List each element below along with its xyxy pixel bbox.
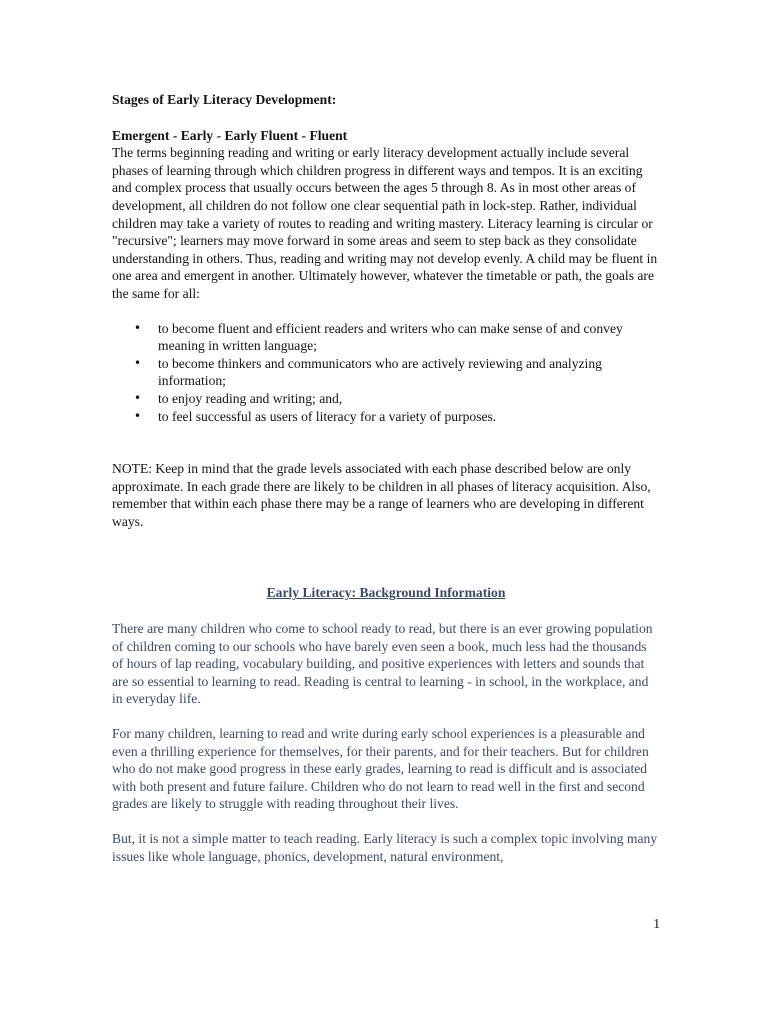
background-heading: Early Literacy: Background Information [266, 585, 506, 601]
note-paragraph: NOTE: Keep in mind that the grade levels associated with each phase described below are only approximate. In each grade there are likely to be children in all phases of literacy acquisition. Also, remember that within each phase there may be a range of learners who are developing in different ways. [112, 461, 651, 529]
background-paragraph: There are many children who come to school ready to read, but there is an ever growing population of children coming to our schools who have barely even seen a book, much less had the thousands of hours of lap reading, vocabulary building, and positive experiences with letters and sounds that are so essential to learning to read. Reading is central to learning - in school, in the workplace, and in everyday life. [112, 621, 653, 707]
goal-item: • to become thinkers and communicators who are actively reviewing and analyzing information; [158, 355, 660, 390]
stages-heading: Emergent - Early - Early Fluent - Fluent [112, 127, 348, 143]
goal-item: • to become fluent and efficient readers and writers who can make sense of and convey meaning in written language; [158, 320, 660, 355]
goal-item: • to feel successful as users of literacy for a variety of purposes. [158, 408, 660, 426]
intro-paragraph: The terms beginning reading and writing or early literacy development actually include several phases of learning through which children progress in different ways and tempos. It is an exciting and complex process that usually occurs between the ages 5 through 8. As in most other areas of development, all children do not follow one clear sequential path in lock-step. Rather, individual children may take a variety of routes to reading and writing mastery. Literacy learning is circular or "recursive"; learners may move forward in some areas and seem to step back as they consolidate understanding in others. Thus, reading and writing may not develop evenly. A child may be fluent in one area and emergent in another. Ultimately however, whatever the timetable or path, the goals are the same for all: [112, 145, 658, 301]
document-title: Stages of Early Literacy Development: [112, 92, 337, 107]
goal-item: • to enjoy reading and writing; and, [158, 390, 660, 408]
background-paragraph: But, it is not a simple matter to teach reading. Early literacy is such a complex topic involving many issues like whole language, phonics, development, natural environment, [112, 831, 658, 864]
goals-list [112, 320, 660, 426]
page-number: 1 [653, 916, 660, 931]
page-content [112, 91, 660, 865]
background-paragraph: For many children, learning to read and write during early school experiences is a pleasurable and even a thrilling experience for themselves, for their parents, and for their teachers. But for children who do not make good progress in these early grades, learning to read is difficult and is associated with both present and future failure. Children who do not learn to read well in the first and second grades are likely to struggle with reading throughout their lives. [112, 726, 649, 812]
